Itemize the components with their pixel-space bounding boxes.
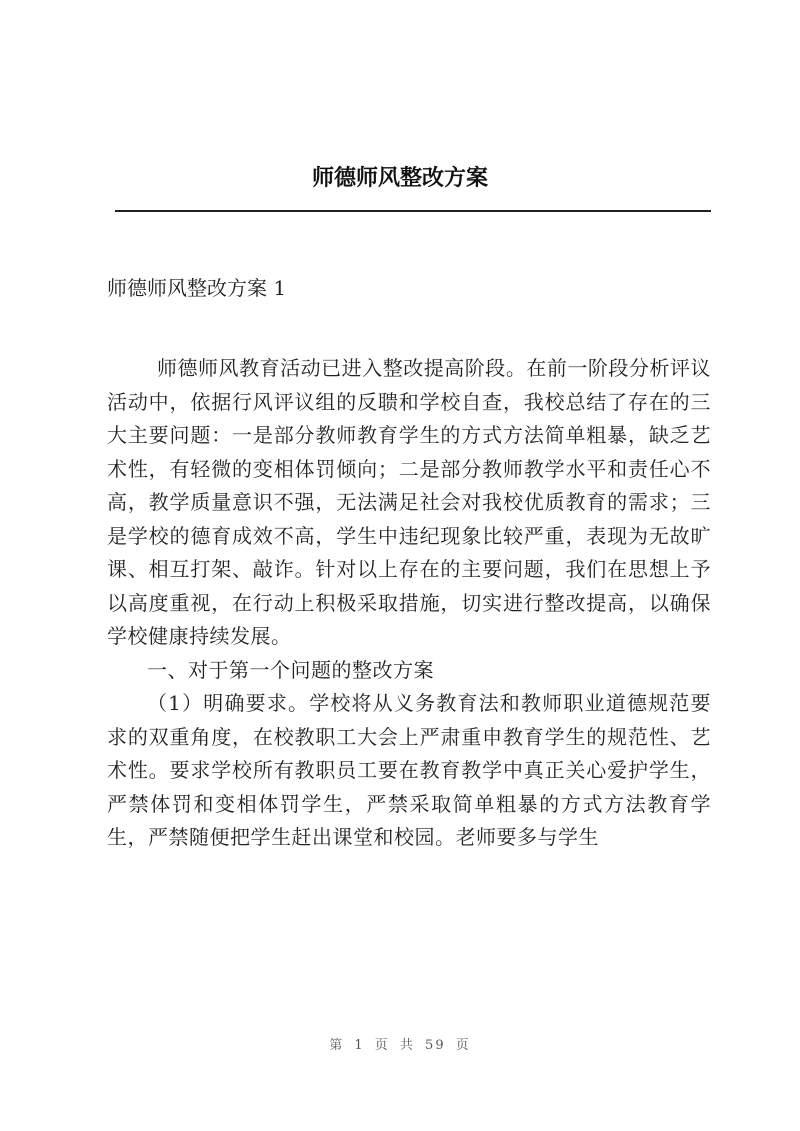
section-heading: 师德师风整改方案 1 [107, 276, 287, 300]
body-paragraph: 师德师风教育活动已进入整改提高阶段。在前一阶段分析评议活动中，依据行风评议组的反聩和学校自查，我校总结了存在的三大主要问题：一是部分教师教育学生的方式方法简单粗暴，缺乏艺术性，有轻微的变相体罚倾向；二是部分教师教学水平和责任心不高，教学质量意识不强，无法满足社会对我校优质教育的需求；三是学校的德育成效不高，学生中违纪现象比较严重，表现为无故旷课、相互打架、敲诈。针对以上存在的主要问题，我们在思想上予以高度重视，在行动上积极采取措施，切实进行整改提高，以确保学校健康持续发展。 [107, 356, 711, 648]
document-title: 师德师风整改方案 [311, 166, 488, 191]
document-body [107, 352, 711, 855]
subsection-heading: 一、对于第一个问题的整改方案 [147, 657, 434, 682]
page-number-footer: 第 1 页 共 59 页 [329, 1038, 471, 1053]
body-paragraph: （1）明确要求。学校将从义务教育法和教师职业道德规范要求的双重角度，在校教职工大会上严肃重申教育学生的规范性、艺术性。要求学校所有教职员工要在教育教学中真正关心爱护学生，严禁体罚和变相体罚学生，严禁采取简单粗暴的方式方法教育学生，严禁随便把学生赶出课堂和校园。老师要多与学生 [107, 691, 711, 849]
title-underline [115, 210, 711, 212]
